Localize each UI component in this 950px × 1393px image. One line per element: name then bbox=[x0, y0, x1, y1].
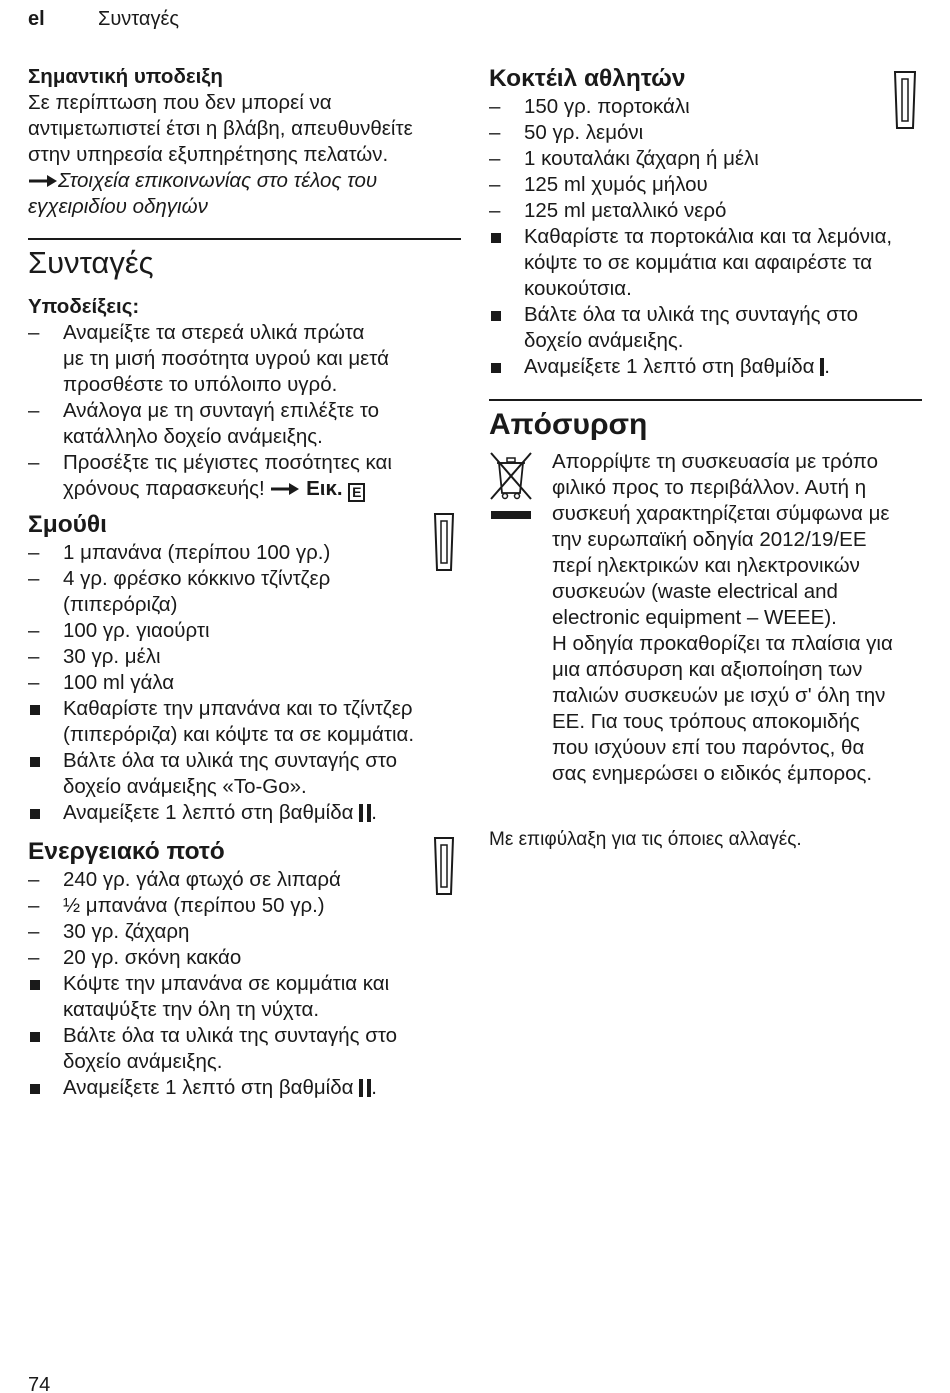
running-section-title: Συνταγές bbox=[98, 8, 180, 30]
language-code: el bbox=[28, 8, 45, 30]
arrow-right-icon bbox=[28, 174, 58, 188]
smoothie-title: Σμούθι bbox=[28, 511, 107, 538]
list-item: – 20 γρ. σκόνη κακάο bbox=[28, 946, 242, 969]
list-item: – 125 ml χυμός μήλου bbox=[489, 173, 708, 196]
speed-2-icon bbox=[359, 1078, 371, 1104]
hint-last-line: χρόνους παρασκευής! Εικ. E bbox=[63, 476, 468, 502]
cocktail-title: Κοκτέιλ αθλητών bbox=[489, 65, 686, 92]
left-column bbox=[28, 64, 468, 1104]
cocktail-steps bbox=[489, 224, 929, 383]
hints-list bbox=[28, 320, 468, 502]
list-item: – 50 γρ. λεμόνι bbox=[489, 121, 644, 144]
list-item: – 240 γρ. γάλα φτωχό σε λιπαρά bbox=[28, 868, 341, 891]
list-item: – 125 ml μεταλλικό νερό bbox=[489, 199, 727, 222]
notice-line: Σε περίπτωση που δεν μπορεί να bbox=[28, 91, 332, 114]
weee-crossed-bin-icon bbox=[489, 451, 533, 521]
right-column bbox=[489, 64, 929, 853]
energy-steps bbox=[28, 971, 468, 1104]
speed-1-icon bbox=[820, 357, 824, 383]
change-notice: Με επιφύλαξη για τις όποιες αλλαγές. bbox=[489, 829, 802, 850]
list-item: Αναμείξετε 1 λεπτό στη βαθμίδα . bbox=[489, 354, 929, 383]
notice-line: στην υπηρεσία εξυπηρέτησης πελατών. bbox=[28, 143, 389, 166]
list-item: – 30 γρ. ζάχαρη bbox=[28, 920, 190, 943]
list-item: – Αναμείξτε τα στερεά υλικά πρώτα με τη μισή ποσότητα υγρού και μετά προσθέστε το υπόλοιπο υγρό. bbox=[28, 321, 389, 396]
list-item: – 100 γρ. γιαούρτι bbox=[28, 619, 210, 642]
notice-reference bbox=[28, 168, 468, 194]
list-item: Κόψτε την μπανάνα σε κομμάτια και καταψύξτε την όλη τη νύχτα. bbox=[63, 972, 390, 1021]
hints-title: Υποδείξεις: bbox=[28, 295, 140, 318]
energy-drink-title: Ενεργειακό ποτό bbox=[28, 838, 225, 865]
speed-2-icon bbox=[359, 803, 371, 829]
important-notice bbox=[28, 64, 468, 220]
list-item: Βάλτε όλα τα υλικά της συνταγής στο δοχείο ανάμειξης. bbox=[524, 303, 859, 352]
section-divider bbox=[28, 238, 461, 240]
list-item: Αναμείξετε 1 λεπτό στη βαθμίδα . bbox=[28, 1075, 468, 1104]
notice-title: Σημαντική υποδειξη bbox=[28, 65, 223, 88]
list-item: – ½ μπανάνα (περίπου 50 γρ.) bbox=[28, 894, 325, 917]
list-item: – Ανάλογα με τη συνταγή επιλέξτε το κατάλληλο δοχείο ανάμειξης. bbox=[28, 399, 380, 448]
smoothie-ingredients bbox=[28, 540, 468, 696]
list-item: – 1 κουταλάκι ζάχαρη ή μέλι bbox=[489, 147, 759, 170]
figure-letter-badge: E bbox=[348, 483, 365, 502]
disposal-text: Απορρίψτε τη συσκευασία με τρόπο φιλικό προς το περιβάλλον. Αυτή η συσκευή χαρακτηρίζεται σύμφωνα με την ευρωπαϊκή οδηγία 2012/19/ΕΕ περί ηλεκτρικών και ηλεκτρονικών συσκευών (waste electrical and electronic equipment – WEEE). Η οδηγία προκαθορίζει τα πλαίσια για μια απόσυρση και αξιοποίηση των παλιών συσκευών με ισχύ σ' όλη την ΕΕ. Για τους τρόπους αποκομιδής που ισχύουν επί του παρόντος, θα σας ενημερώσει ο ειδικός έμπορος. bbox=[552, 450, 893, 785]
list-item: – 4 γρ. φρέσκο κόκκινο τζίντζερ (πιπερόριζα) bbox=[28, 567, 331, 616]
list-item: Καθαρίστε την μπανάνα και το τζίντζερ (πιπερόριζα) και κόψτε τα σε κομμάτια. bbox=[63, 697, 415, 746]
container-icon bbox=[893, 70, 917, 130]
recipes-heading: Συνταγές bbox=[28, 245, 154, 280]
list-item: Αναμείξετε 1 λεπτό στη βαθμίδα . bbox=[28, 800, 468, 829]
cocktail-ingredients bbox=[489, 94, 929, 224]
disposal-block bbox=[489, 449, 929, 787]
list-item: – 150 γρ. πορτοκάλι bbox=[489, 95, 690, 118]
list-item: Καθαρίστε τα πορτοκάλια και τα λεμόνια, κόψτε το σε κομμάτια και αφαιρέστε τα κουκούτσια. bbox=[524, 225, 893, 300]
energy-ingredients bbox=[28, 867, 468, 971]
page-number: 74 bbox=[28, 1374, 51, 1393]
smoothie-steps bbox=[28, 696, 468, 829]
running-header bbox=[28, 6, 179, 32]
list-item: – Προσέξτε τις μέγιστες ποσότητες και χρόνους παρασκευής! Εικ. E bbox=[28, 450, 468, 502]
list-item: – 1 μπανάνα (περίπου 100 γρ.) bbox=[28, 541, 331, 564]
togo-container-icon bbox=[433, 512, 455, 572]
container-icon bbox=[433, 836, 455, 896]
arrow-right-icon bbox=[270, 482, 300, 496]
list-item: – 100 ml γάλα bbox=[28, 671, 175, 694]
notice-reference-line: εγχειριδίου οδηγιών bbox=[28, 195, 208, 218]
section-divider bbox=[489, 399, 922, 401]
disposal-heading: Απόσυρση bbox=[489, 408, 648, 441]
list-item: Βάλτε όλα τα υλικά της συνταγής στο δοχείο ανάμειξης «To-Go». bbox=[63, 749, 398, 798]
figure-ref-label: Εικ. bbox=[306, 477, 343, 500]
list-item: Βάλτε όλα τα υλικά της συνταγής στο δοχείο ανάμειξης. bbox=[63, 1024, 398, 1073]
notice-reference-text: Στοιχεία επικοινωνίας στο τέλος του bbox=[58, 169, 378, 192]
list-item: – 30 γρ. μέλι bbox=[28, 645, 161, 668]
notice-line: αντιμετωπιστεί έτσι η βλάβη, απευθυνθείτε bbox=[28, 117, 413, 140]
